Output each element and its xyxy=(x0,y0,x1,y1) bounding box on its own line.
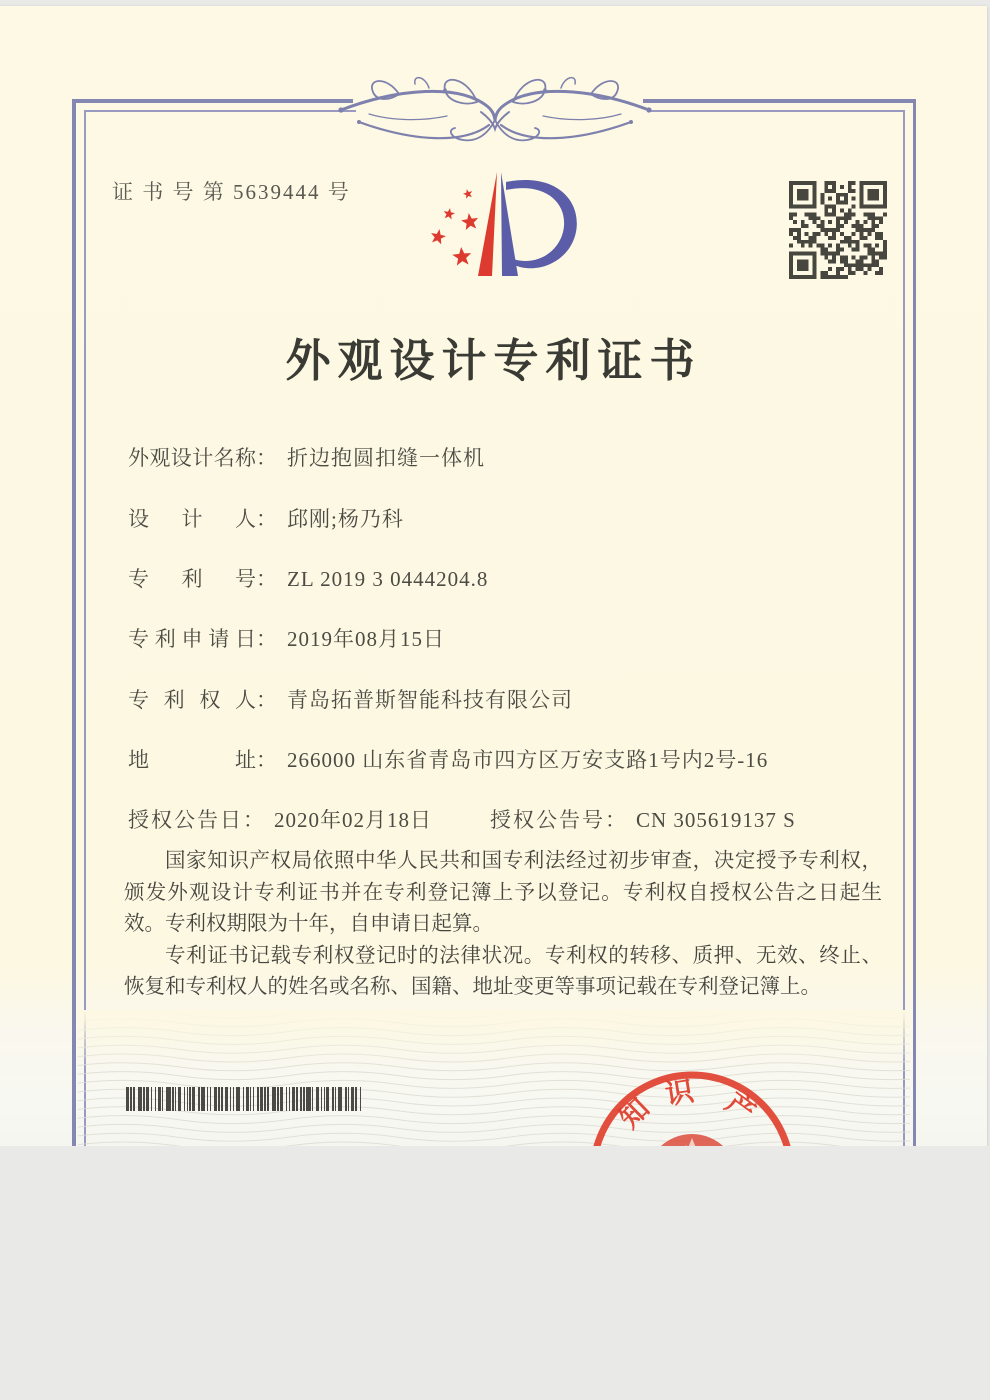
frame-right-thin xyxy=(903,110,905,1146)
dragon-scroll-ornament-icon xyxy=(329,62,661,174)
field-value: ZL 2019 3 0444204.8 xyxy=(287,567,489,591)
seal-char: 知 xyxy=(614,1093,656,1135)
field-filing-date: 专利申请日： 2019年08月15日 xyxy=(128,623,445,653)
red-official-seal-icon xyxy=(575,1052,815,1146)
field-address: 地址： 266000 山东省青岛市四方区万安支路1号内2号-16 xyxy=(128,744,768,774)
frame-right xyxy=(913,99,917,1146)
field-designer: 设计人： 邱刚;杨乃科 xyxy=(128,503,404,533)
frame-top-thin-left xyxy=(84,110,356,112)
field-value: 青岛拓普斯智能科技有限公司 xyxy=(287,688,573,712)
field-design-name: 外观设计名称： 折边抱圆扣缝一体机 xyxy=(128,442,485,472)
barcode-icon xyxy=(126,1087,379,1111)
legal-paragraph: 国家知识产权局依照中华人民共和国专利法经过初步审查，决定授予专利权，颁发外观设计专利证书并在专利登记簿上予以登记。专利权自授权公告之日起生效。专利权期限为十年，自申请日起算。 xyxy=(124,850,882,935)
cnipa-logo-icon xyxy=(420,164,580,306)
frame-left xyxy=(72,99,76,1146)
grant-number: 授权公告号： CN 305619137 S xyxy=(490,808,796,832)
certificate-number: 证 书 号 第 5639444 号 xyxy=(112,180,351,204)
field-grant-row xyxy=(128,804,908,834)
qr-code-icon xyxy=(789,181,887,279)
frame-top-left xyxy=(72,99,353,103)
field-label: 专利号 xyxy=(128,567,256,591)
seal-char: 识 xyxy=(663,1076,696,1112)
field-patent-number: 专利号： ZL 2019 3 0444204.8 xyxy=(128,563,488,593)
frame-top-right xyxy=(643,99,916,103)
field-value: 266000 山东省青岛市四方区万安支路1号内2号-16 xyxy=(287,748,769,772)
legal-paragraph: 专利证书记载专利权登记时的法律状况。专利权的转移、质押、无效、终止、恢复和专利权人的姓名或名称、国籍、地址变更等事项记载在专利登记簿上。 xyxy=(124,944,882,998)
field-label: 设计人 xyxy=(128,507,256,531)
field-label: 地址 xyxy=(128,748,256,772)
field-value: 邱刚;杨乃科 xyxy=(287,507,404,531)
scan-background xyxy=(0,1146,990,1400)
field-label: 专利申请日 xyxy=(128,627,256,651)
frame-left-thin xyxy=(84,110,86,1146)
certificate-title: 外观设计专利证书 xyxy=(285,336,702,386)
grant-date: 授权公告日： 2020年02月18日 xyxy=(128,808,432,832)
field-value: 折边抱圆扣缝一体机 xyxy=(287,446,485,470)
legal-text xyxy=(124,846,882,1004)
field-label: 外观设计名称 xyxy=(128,446,256,470)
seal-char: 产 xyxy=(719,1087,761,1129)
field-label: 专利权人 xyxy=(128,688,256,712)
certificate-page xyxy=(0,6,987,1146)
field-value: 2019年08月15日 xyxy=(287,627,445,651)
field-patentee: 专利权人： 青岛拓普斯智能科技有限公司 xyxy=(128,684,573,714)
frame-top-thin-right xyxy=(647,110,904,112)
